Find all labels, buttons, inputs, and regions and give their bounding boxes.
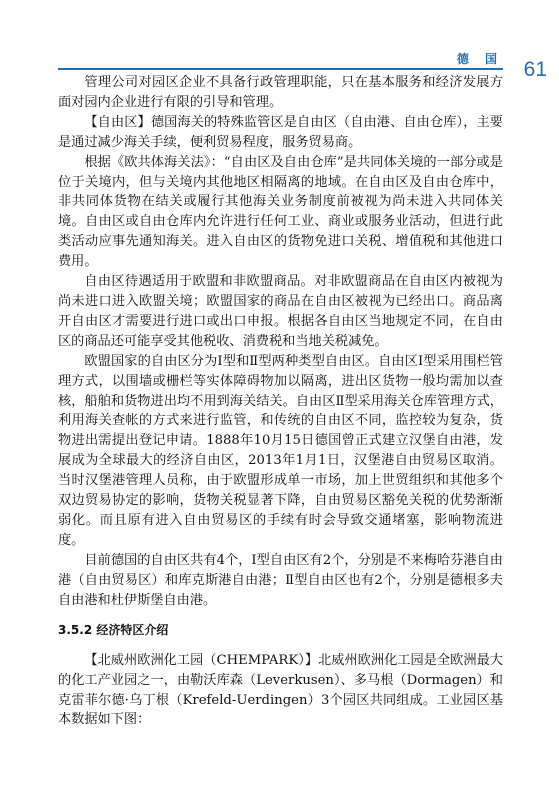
document-body [58,73,503,730]
paragraph-free-zone-intro: 【自由区】德国海关的特殊监管区是自由区（自由港、自由仓库），主要是通过减少海关手续，便利贸易程度，服务贸易商。 [58,114,503,150]
paragraph-customs-law: 根据《欧共体海关法》：“自由区及自由仓库”是共同体关境的一部分或是位于关境内，但与关境内其他地区相隔离的地域。在自由区及自由仓库中，非共同体货物在结关或履行其他海关业务制度前被视为尚未进入共同体关境。自由区或自由仓库内允许进行任何工业、商业或服务业活动，但进行此类活动应事先通知海关。进入自由区的货物免进口关税、增值税和其他进口费用。 [58,154,503,270]
paragraph-current-zones: 目前德国的自由区共有4个，Ⅰ型自由区有2个，分别是不来梅哈芬港自由港（自由贸易区）和库克斯港自由港；Ⅱ型自由区也有2个，分别是德根多夫自由港和杜伊斯堡自由港。 [58,552,503,608]
page-number: 61 [523,58,547,81]
running-header-country: 德 国 [456,52,503,66]
header-divider [58,68,503,70]
section-heading: 3.5.2 经济特区介绍 [58,623,169,638]
paragraph-management: 管理公司对园区企业不具备行政管理职能，只在基本服务和经济发展方面对园内企业进行有限的引导和管理。 [58,75,503,110]
paragraph-zone-types: 欧盟国家的自由区分为Ⅰ型和Ⅱ型两种类型自由区。自由区Ⅰ型采用围栏管理方式，以围墙或栅栏等实体障碍物加以隔离，进出区货物一般均需加以查核，船舶和货物进出均不用到海关结关。自由区Ⅱ型采用海关仓库管理方式，利用海关查帐的方式来进行监管，和传统的自由区不同，监控较为复杂，货物进出需提出登记申请。1888年10月15日德国曾正式建立汉堡自由港，发展成为全球最大的经济自由区，2013年1月1日，汉堡港自由贸易区取消。当时汉堡港管理人员称，由于欧盟形成单一市场，加上世贸组织和其他多个双边贸易协定的影响，货物关税显著下降，自由贸易区豁免关税的优势渐渐弱化。而且原有进入自由贸易区的手续有时会导致交通堵塞，影响物流进度。 [58,353,503,548]
paragraph-free-zone-treatment: 自由区待遇适用于欧盟和非欧盟商品。对非欧盟商品在自由区内被视为尚未进口进入欧盟关境；欧盟国家的商品在自由区被视为已经出口。商品离开自由区才需要进行进口或出口申报。根据各自由区当地规定不同，在自由区的商品还可能享受其他税收、消费税和当地关税减免。 [58,274,503,349]
paragraph-chempark: 【北威州欧洲化工园（CHEMPARK）】北威州欧洲化工园是全欧洲最大的化工产业园之一，由勒沃库森（Leverkusen）、多马根（Dormagen）和克雷菲尔德·乌丁根（Krefeld-Uerdingen）3个园区共同组成。工业园区基本数据如下图： [58,653,503,728]
